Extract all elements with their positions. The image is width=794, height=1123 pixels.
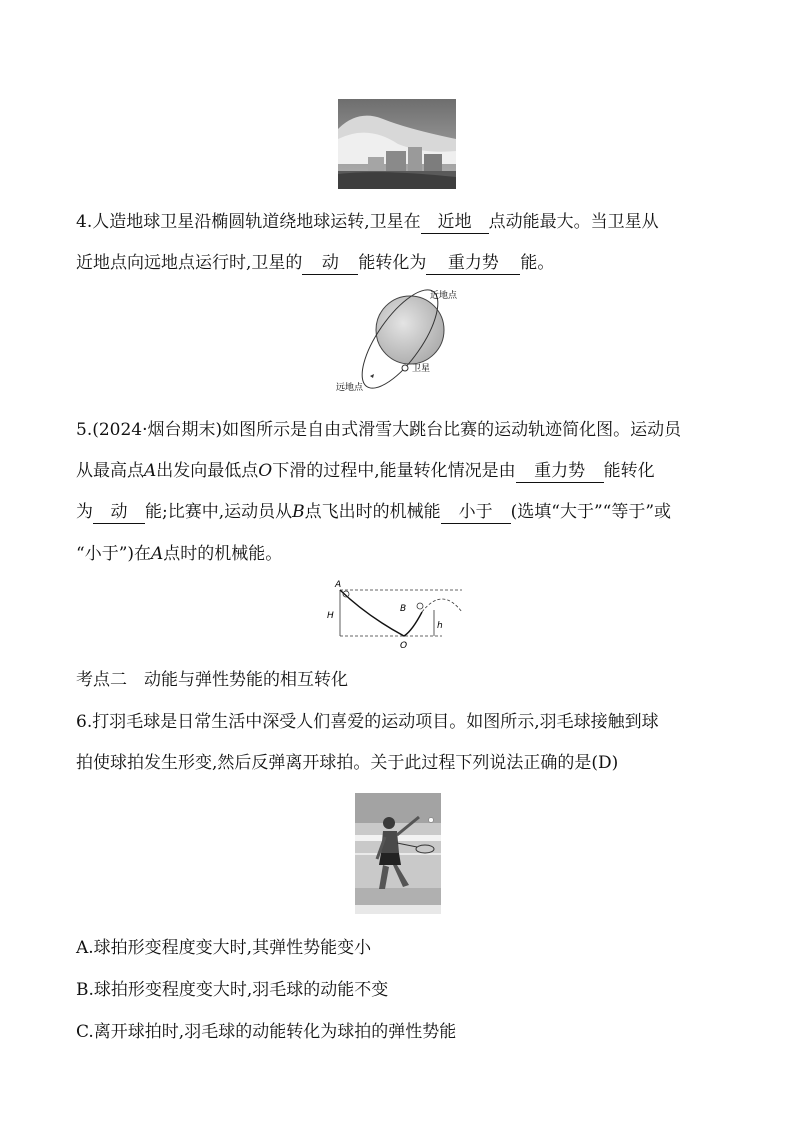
q5-text: 下滑的过程中,能量转化情况是由 [272,461,516,481]
fig-height-h-small: h [437,621,443,631]
satellite-label: 卫星 [412,364,431,374]
q5-text: (选填“大于”“等于”或 [510,502,672,522]
point-o-label: O [258,461,273,481]
point-b-label: B [292,502,305,522]
q4-answer-blank-3: 重力势 [426,252,520,275]
q5-text: 能转化 [603,461,655,481]
ski-jump-trajectory-diagram [322,576,472,652]
fig-height-h-large: H [327,611,334,621]
q4-text: 4.人造地球卫星沿椭圆轨道绕地球运转,卫星在 [76,212,421,232]
section-heading: 考点二 动能与弹性势能的相互转化 [76,670,348,690]
far-point-label: 远地点 [336,383,364,393]
q4-text: 点动能最大。当卫星从 [488,212,659,232]
satellite-orbit-diagram [330,284,480,394]
q5-line-4 [76,543,282,565]
q6-option-b: B.球拍形变程度变大时,羽毛球的动能不变 [76,980,389,1000]
q5-text: 出发向最低点 [156,461,259,481]
q5-text: “小于”)在 [76,544,152,564]
q5-answer-blank-1: 重力势 [516,460,604,483]
near-point-label: 近地点 [430,291,458,301]
q6-line-2: 拍使球拍发生形变,然后反弹离开球拍。关于此过程下列说法正确的是(D) [76,753,619,773]
q4-line-2 [76,252,554,275]
q6-option-c: C.离开球拍时,羽毛球的动能转化为球拍的弹性势能 [76,1022,457,1042]
q5-line-3 [76,501,671,524]
badminton-player-photo [355,793,441,914]
q6-line-1: 6.打羽毛球是日常生活中深受人们喜爱的运动项目。如图所示,羽毛球接触到球 [76,712,659,732]
q5-answer-blank-3: 小于 [441,501,511,524]
q6-option-a: A.球拍形变程度变大时,其弹性势能变小 [76,938,372,958]
point-a-label: A [151,544,164,564]
q5-text: 点飞出时的机械能 [304,502,441,522]
q5-answer-blank-2: 动 [93,501,145,524]
q4-line-1 [76,211,659,234]
q5-text: 点时的机械能。 [163,544,283,564]
q5-line-2 [76,460,655,483]
q5-text: 能;比赛中,运动员从 [145,502,293,522]
fig-point-b: B [400,604,407,614]
q5-text: 从最高点 [76,461,144,481]
tsunami-photo [338,99,456,189]
q4-answer-blank-2: 动 [302,252,358,275]
q4-text: 近地点向远地点运行时,卫星的 [76,253,303,273]
point-a-label: A [144,461,157,481]
q4-text: 能转化为 [358,253,427,273]
fig-point-a: A [335,580,342,590]
q4-answer-blank-1: 近地 [421,211,489,234]
q4-text: 能。 [520,253,555,273]
fig-point-o: O [400,641,408,651]
q5-line-1: 5.(2024·烟台期末)如图所示是自由式滑雪大跳台比赛的运动轨迹简化图。运动员 [76,420,682,440]
q5-text: 为 [76,502,93,522]
